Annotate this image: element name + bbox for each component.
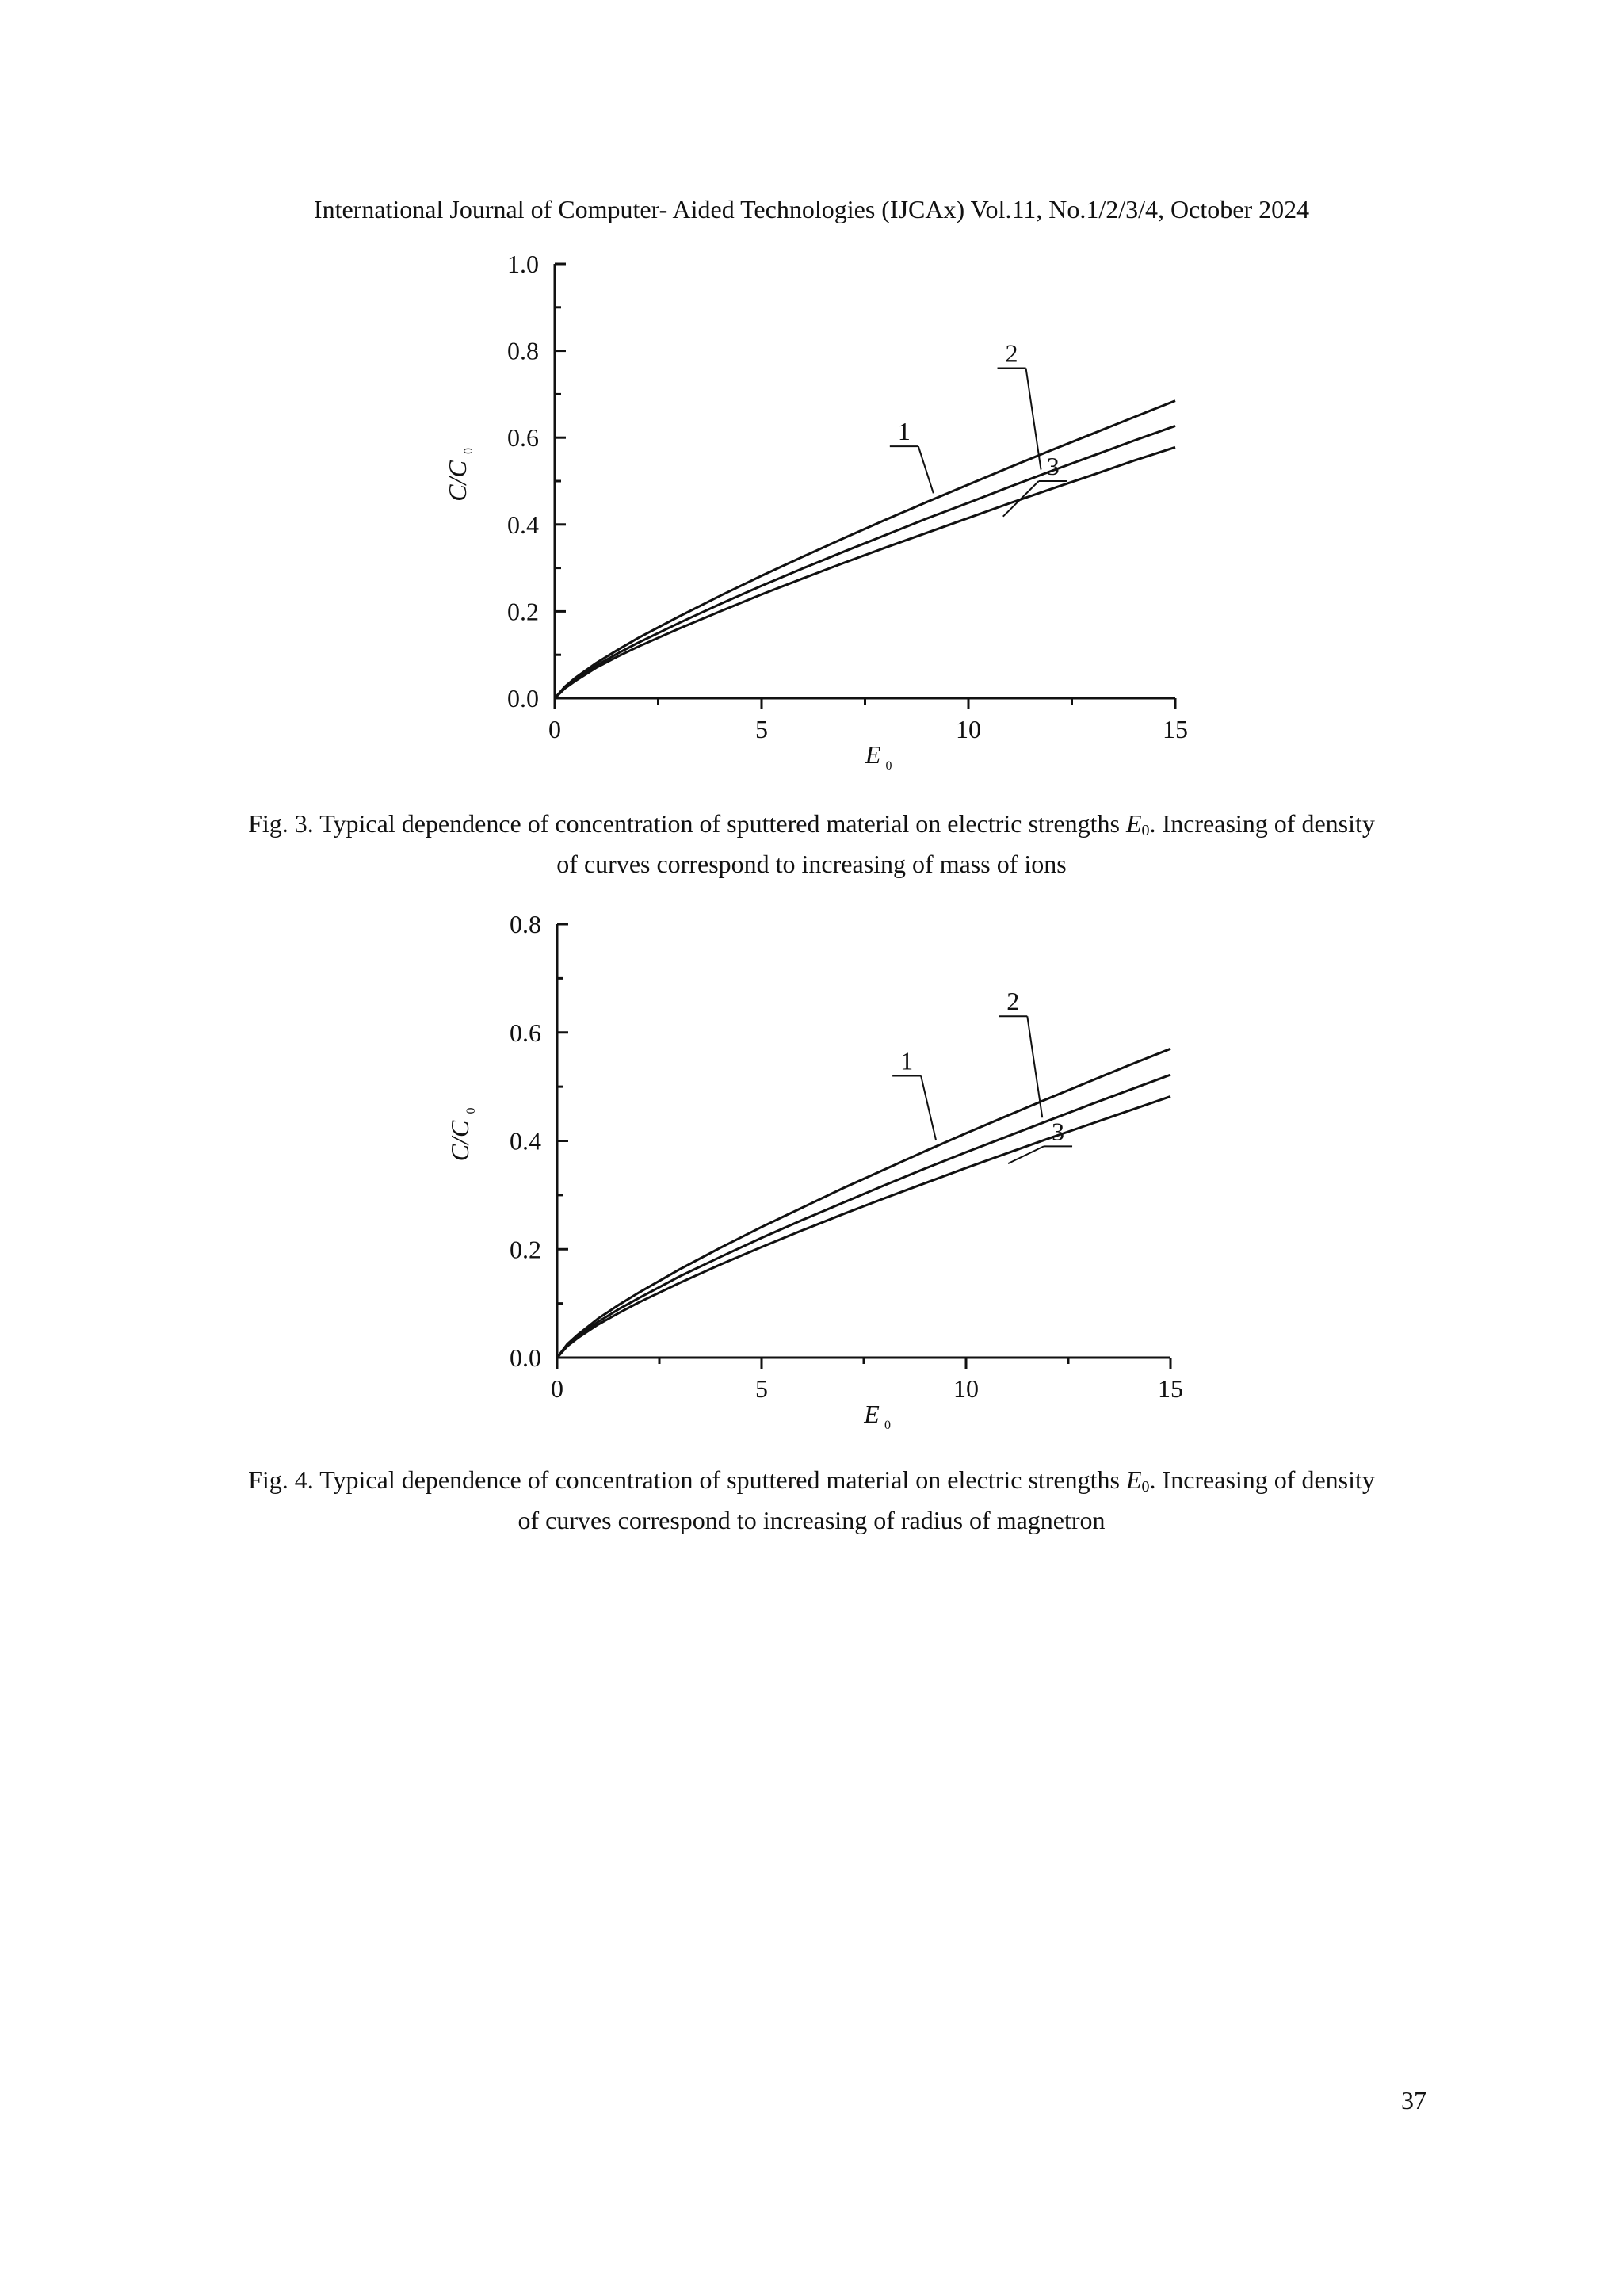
series-line-1 [557,1049,1170,1358]
caption-text: Fig. 4. Typical dependence of concentration of sputtered material on electric strengths [248,1465,1126,1494]
x-tick-label: 15 [1163,715,1188,743]
caption-text-end: . Increasing of density of curves correspond to increasing of radius of magnetron [517,1465,1375,1534]
figure-4 [0,896,1623,1442]
caption-text-end: . Increasing of density of curves correspond to increasing of mass of ions [556,809,1375,878]
leader-line [1027,1016,1042,1117]
caption-subscript: 0 [1141,1478,1150,1496]
chart-fig3 [0,238,1623,785]
y-axis-label-group [443,448,475,502]
x-tick-label: 5 [755,1374,768,1403]
chart-fig4 [0,896,1623,1442]
curve-label-3: 3 [1046,452,1060,480]
leader-line [1008,1146,1044,1163]
y-tick-label: 0.0 [507,684,539,712]
series-line-3 [555,447,1175,698]
x-tick-label: 5 [755,715,768,743]
y-tick-label: 0.0 [510,1343,541,1372]
series-line-3 [557,1096,1170,1358]
x-tick-label: 0 [551,1374,563,1403]
curve-label-2: 2 [1006,987,1020,1016]
series-line-2 [557,1075,1170,1358]
y-tick-label: 0.2 [510,1235,541,1264]
caption-variable: E [1125,1465,1142,1494]
leader-line [1026,369,1041,470]
caption-subscript: 0 [1141,822,1150,839]
y-tick-label: 0.6 [507,423,539,453]
x-axis-label: E [864,1400,880,1428]
caption-variable: E [1125,809,1142,838]
curve-label-2: 2 [1005,338,1018,368]
curve-label-1: 1 [897,417,911,446]
x-axis-label-subscript: 0 [884,1419,891,1432]
y-axis-label: C/C [443,460,472,502]
y-axis-label-subscript: 0 [464,1107,478,1114]
curve-label-1: 1 [900,1046,914,1075]
y-tick-label: 0.4 [507,510,539,539]
y-axis-label-group [445,1108,478,1162]
x-tick-label: 15 [1158,1374,1183,1403]
caption-text: Fig. 3. Typical dependence of concentration of sputtered material on electric strengths [248,809,1126,838]
figure-3 [0,238,1623,785]
x-axis-label-subscript: 0 [885,759,892,773]
running-header: International Journal of Computer- Aided Technologies (IJCAx) Vol.11, No.1/2/3/4, October 2024 [313,195,1310,223]
leader-line [921,1075,936,1140]
series-line-2 [555,426,1175,698]
y-tick-label: 0.6 [510,1018,541,1047]
x-tick-label: 10 [953,1374,979,1403]
y-axis-label-subscript: 0 [462,448,475,454]
y-axis-label: C/C [445,1120,474,1162]
x-tick-label: 0 [548,715,561,743]
y-tick-label: 0.2 [507,597,539,626]
leader-line [918,446,934,493]
page-number: 37 [1401,2086,1426,2115]
y-tick-label: 1.0 [507,250,539,278]
y-tick-label: 0.8 [510,910,541,938]
series-line-1 [555,401,1175,698]
x-axis-label: E [865,740,881,769]
y-tick-label: 0.8 [507,336,539,365]
y-tick-label: 0.4 [510,1126,541,1156]
figure-4-caption [238,1463,1385,1537]
figure-3-caption [238,807,1385,881]
curve-label-3: 3 [1052,1117,1065,1146]
x-tick-label: 10 [956,715,981,743]
